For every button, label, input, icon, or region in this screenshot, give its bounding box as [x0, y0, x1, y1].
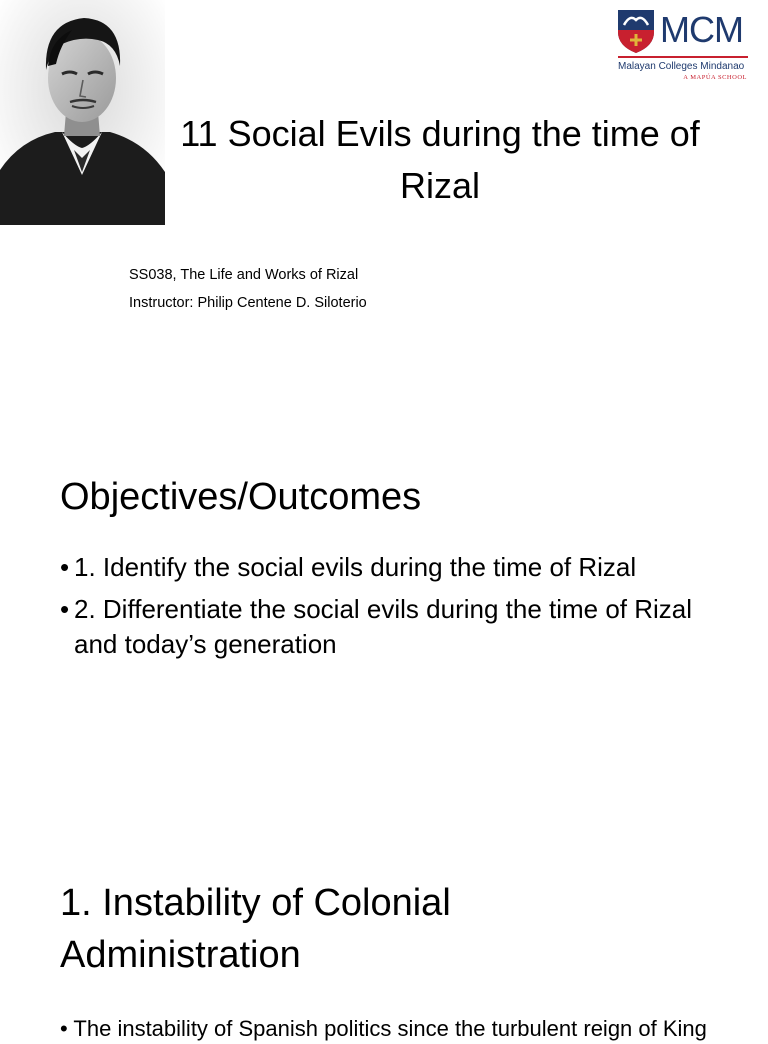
list-item: • 2. Differentiate the social evils during the time of Rizal and today’s generation — [60, 592, 730, 662]
instructor-line: Instructor: Philip Centene D. Siloterio — [129, 295, 367, 311]
logo-tagline: A MAPÚA SCHOOL — [683, 74, 747, 81]
partial-bullet: • The instability of Spanish politics since the turbulent reign of King — [60, 1016, 707, 1041]
slide-heading: 1. Instability of Colonial Administration — [60, 882, 451, 976]
mcm-shield-icon — [616, 8, 656, 54]
logo-school-name: Malayan Colleges Mindanao — [618, 61, 745, 72]
rizal-portrait — [0, 0, 165, 225]
list-item: • 1. Identify the social evils during the time of Rizal — [60, 550, 730, 585]
slide-subtitle — [129, 261, 367, 317]
logo-divider — [618, 56, 748, 58]
title-slide — [0, 0, 768, 400]
course-line: SS038, The Life and Works of Rizal — [129, 267, 359, 283]
logo-wordmark: MCM — [660, 9, 743, 50]
objectives-slide — [0, 440, 768, 820]
partial-bullet-text: The instability of Spanish politics since the turbulent reign of King — [73, 1016, 707, 1041]
objectives-list — [60, 550, 730, 669]
slide-heading: Objectives/Outcomes — [60, 476, 422, 518]
mcm-logo — [616, 6, 751, 86]
instability-slide — [0, 850, 768, 1041]
slide-title: 11 Social Evils during the time of Rizal — [180, 113, 700, 206]
